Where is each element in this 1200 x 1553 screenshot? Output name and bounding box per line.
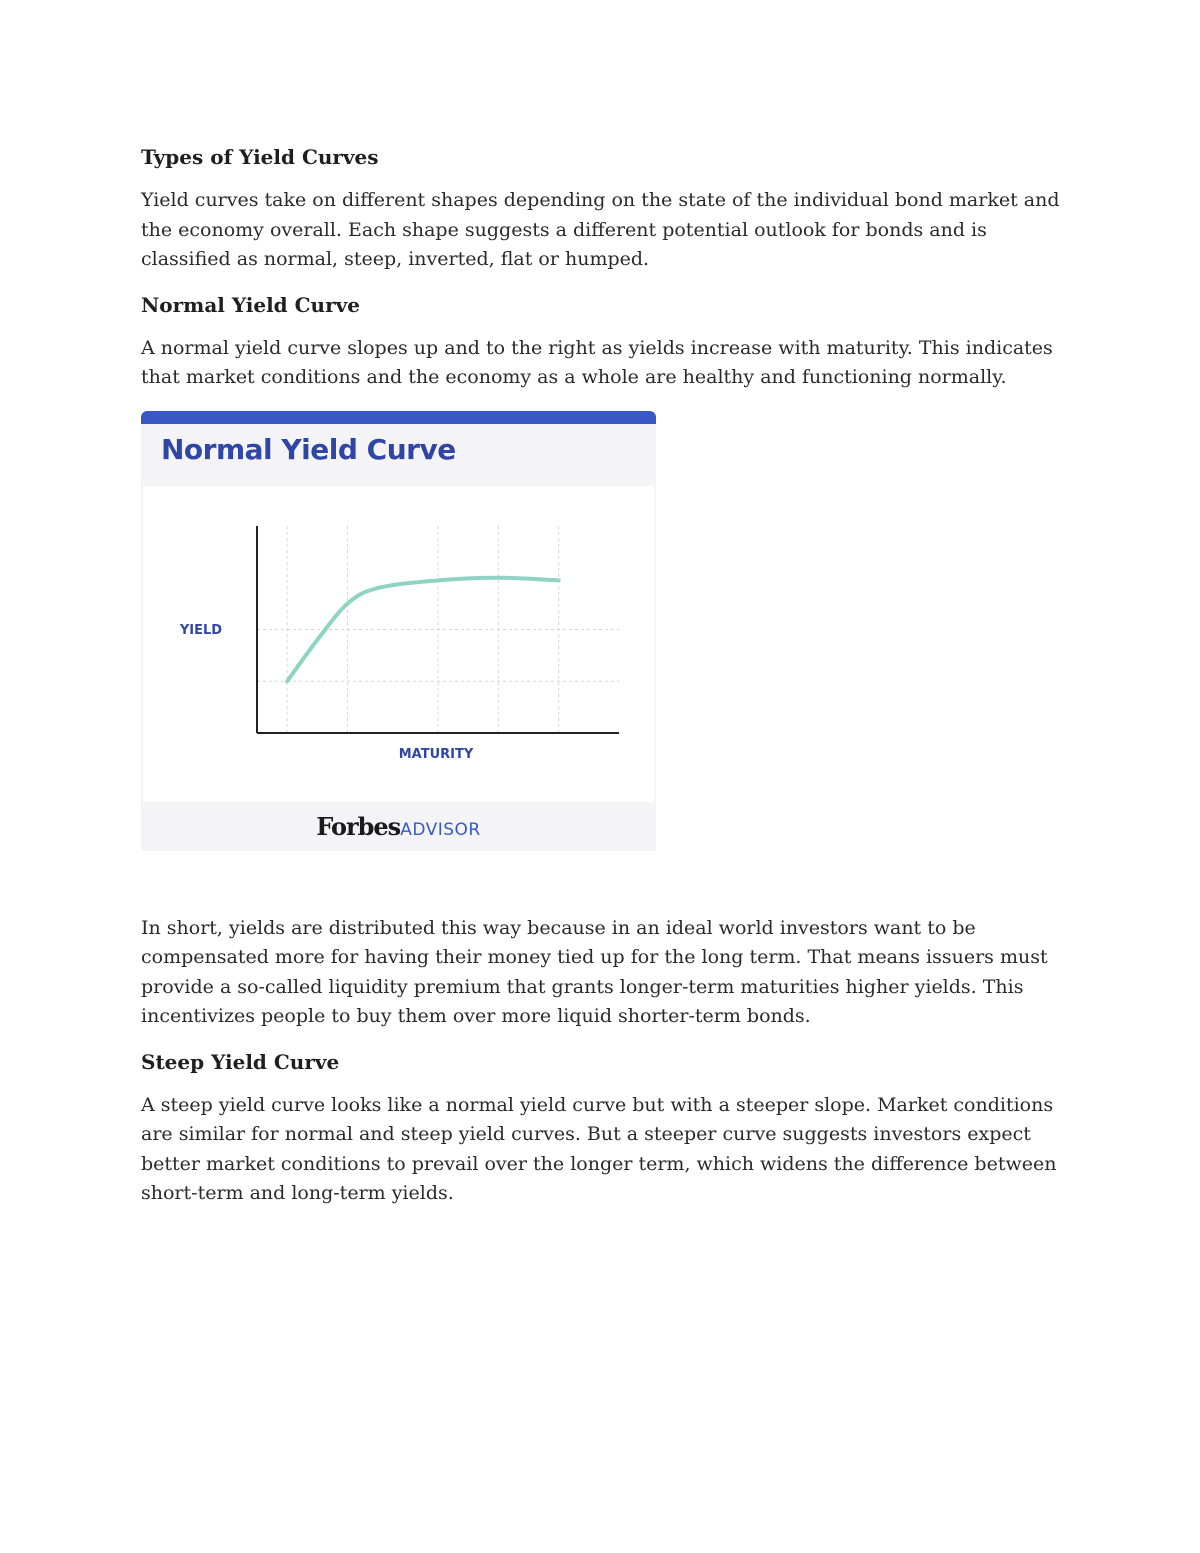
figure-top-bar [141, 411, 656, 424]
figure-title: Normal Yield Curve [161, 432, 456, 466]
document-body [141, 142, 1071, 1209]
paragraph-liquidity-premium: In short, yields are distributed this way because in an ideal world investors want to be compensated more for having their money tied up for the long term. That means issuers must provide a so-called liquidity premium that grants longer-term maturities higher yields. This incentivizes people to buy them over more liquid shorter-term bonds. [141, 916, 1048, 1027]
logo-forbes-text: Forbes [316, 811, 401, 841]
forbes-advisor-logo [141, 802, 656, 851]
normal-yield-curve-figure [141, 411, 656, 851]
heading-types-of-yield-curves: Types of Yield Curves [141, 145, 379, 169]
heading-steep-yield-curve: Steep Yield Curve [141, 1049, 340, 1074]
x-axis-label: MATURITY [398, 746, 474, 762]
logo-advisor-text: ADVISOR [400, 819, 481, 840]
yield-curve-chart [143, 486, 654, 802]
paragraph-intro: Yield curves take on different shapes depending on the state of the individual bond market and the economy overall. Each shape suggests a different potential outlook for bonds and is classified as normal, steep, inverted, flat or humped. [141, 189, 1060, 270]
y-axis-label: YIELD [179, 622, 223, 638]
chart-grid [257, 526, 619, 733]
chart-area [143, 486, 654, 802]
heading-normal-yield-curve: Normal Yield Curve [141, 292, 360, 317]
paragraph-steep-yield-curve: A steep yield curve looks like a normal yield curve but with a steeper slope. Market conditions are similar for normal and steep yield curves. But a steeper curve suggests investors expect better market conditions to prevail over the longer term, which widens the difference between short-term and long-term yields. [141, 1093, 1057, 1204]
paragraph-normal-yield-curve: A normal yield curve slopes up and to the right as yields increase with maturity. This indicates that market conditions and the economy as a whole are healthy and functioning normally. [141, 336, 1053, 388]
